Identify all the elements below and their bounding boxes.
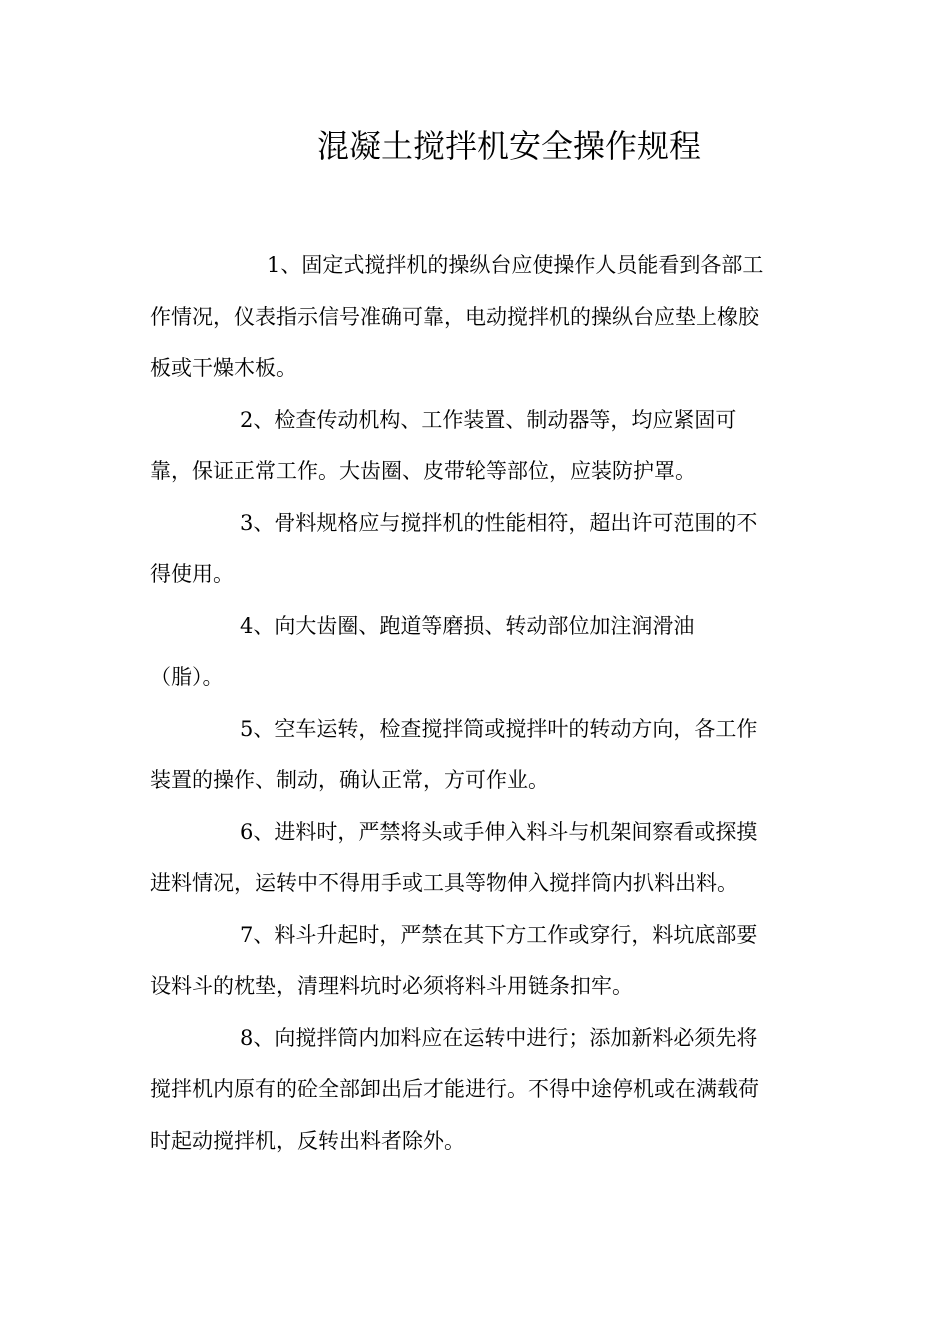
paragraph-4 — [150, 601, 800, 704]
paragraph-line: 进料情况，运转中不得用手或工具等物伸入搅拌筒内扒料出料。 — [150, 871, 738, 895]
paragraph-line: 靠，保证正常工作。大齿圈、皮带轮等部位，应装防护罩。 — [150, 459, 696, 483]
paragraph-line: （脂）。 — [150, 665, 224, 689]
paragraph-8 — [150, 1013, 800, 1168]
document-title: 混凝土搅拌机安全操作规程 — [316, 127, 701, 165]
paragraph-line: 5、空车运转，检查搅拌筒或搅拌叶的转动方向，各工作 — [240, 716, 758, 741]
paragraph-line: 8、向搅拌筒内加料应在运转中进行；添加新料必须先将 — [240, 1025, 758, 1050]
paragraph-line: 作情况，仪表指示信号准确可靠，电动搅拌机的操纵台应垫上橡胶 — [150, 304, 759, 329]
paragraph-5 — [150, 704, 800, 807]
paragraph-line: 6、进料时，严禁将头或手伸入料斗与机架间察看或探摸 — [240, 819, 758, 844]
document-body — [150, 240, 800, 1167]
paragraph-line: 时起动搅拌机，反转出料者除外。 — [150, 1128, 465, 1153]
paragraph-line: 7、料斗升起时，严禁在其下方工作或穿行，料坑底部要 — [240, 922, 758, 947]
paragraph-line: 2、检查传动机构、工作装置、制动器等，均应紧固可 — [240, 407, 737, 432]
paragraph-line: 装置的操作、制动，确认正常，方可作业。 — [150, 768, 549, 792]
paragraph-1 — [150, 240, 800, 395]
paragraph-2 — [150, 395, 800, 498]
paragraph-line: 搅拌机内原有的砼全部卸出后才能进行。不得中途停机或在满载荷 — [150, 1077, 759, 1101]
paragraph-line: 板或干燥木板。 — [150, 356, 297, 380]
paragraph-line: 3、骨料规格应与搅拌机的性能相符，超出许可范围的不 — [240, 510, 758, 535]
paragraph-line: 4、向大齿圈、跑道等磨损、转动部位加注润滑油 — [240, 613, 695, 638]
paragraph-line: 得使用。 — [150, 562, 234, 586]
paragraph-line: 1、固定式搅拌机的操纵台应使操作人员能看到各部工 — [267, 253, 764, 277]
paragraph-7 — [150, 910, 800, 1013]
paragraph-3 — [150, 498, 800, 601]
paragraph-6 — [150, 807, 800, 910]
paragraph-line: 设料斗的枕垫，清理料坑时必须将料斗用链条扣牢。 — [150, 974, 633, 998]
